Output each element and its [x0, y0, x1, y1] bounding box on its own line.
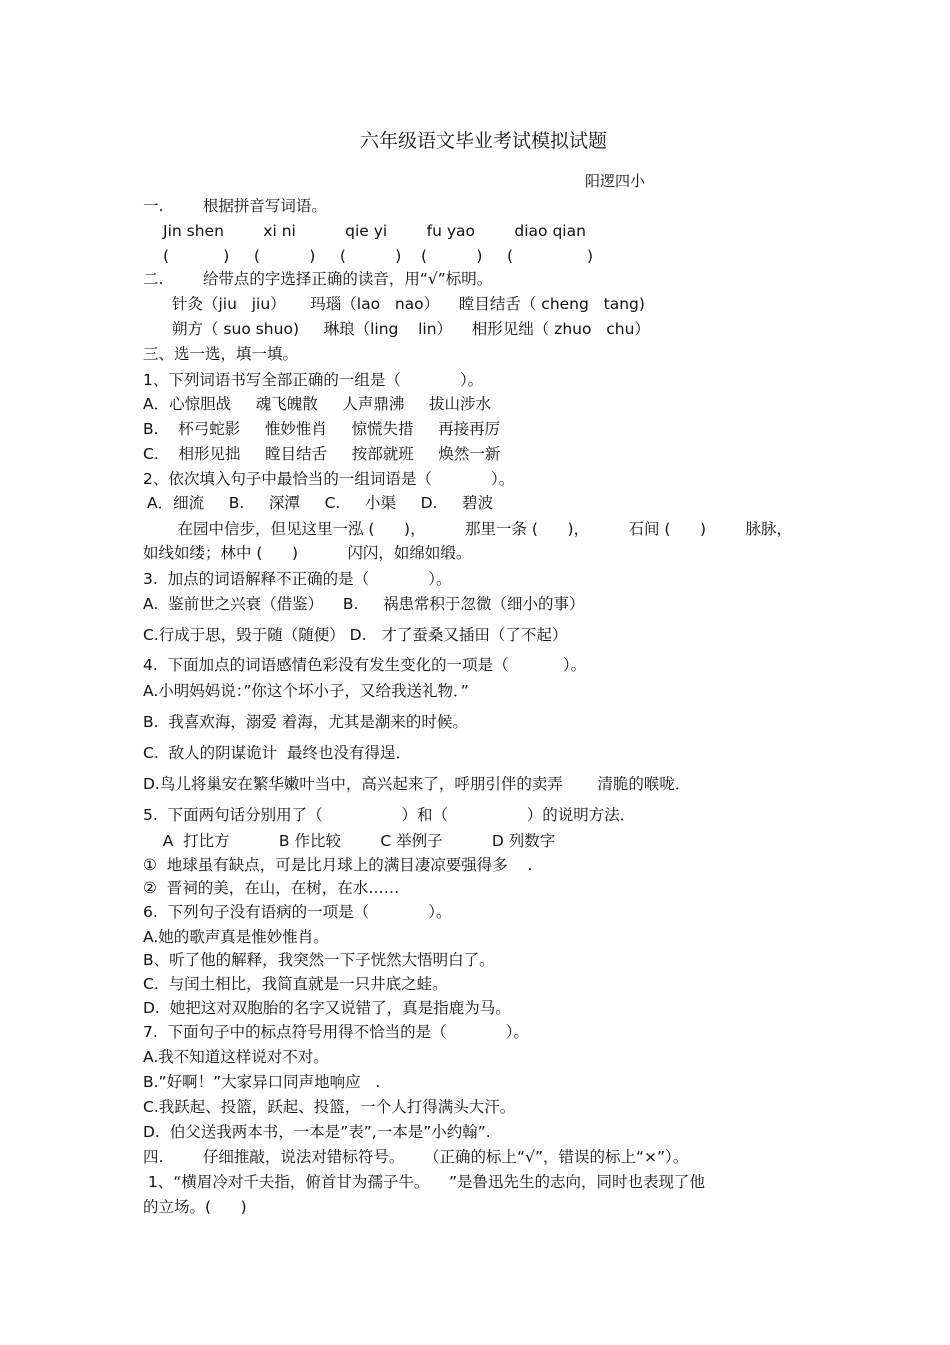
question-6: 6. 下列句子没有语病的一项是（ ）。 — [143, 903, 452, 921]
question-5: 5. 下面两句话分别用了（ ）和（ ）的说明方法． — [143, 806, 636, 824]
section-4-question-1-continued: 的立场。( ) — [143, 1198, 247, 1216]
pinyin-row: Jin shen xi ni qie yi fu yao diao qian — [163, 222, 586, 240]
question-1-option-b: B. 杯弓蛇影 惟妙惟肖 惊慌失措 再接再厉 — [143, 420, 501, 438]
question-3-options-ab: A. 鉴前世之兴衰（借鉴） B. 祸患常积于忽微（细小的事） — [143, 595, 585, 613]
section-3-heading: 三、选一选，填一填。 — [143, 345, 299, 363]
question-5-sentence-1: ① 地球虽有缺点，可是比月球上的满目凄凉要强得多 . — [143, 856, 533, 874]
question-4: 4. 下面加点的词语感情色彩没有发生变化的一项是（ ）。 — [143, 656, 587, 674]
question-4-option-a: A.小明妈妈说：”你这个坏小子，又给我送礼物．” — [143, 682, 469, 700]
section-4-question-1: 1、“横眉冷对千夫指，俯首甘为孺子牛。 ”是鲁迅先生的志向，同时也表现了他 — [143, 1173, 706, 1191]
question-4-option-b: B. 我喜欢海，溺爱 着海，尤其是潮来的时候。 — [143, 713, 468, 731]
question-1-option-a: A．心惊胆战 魂飞魄散 人声鼎沸 拔山涉水 — [143, 395, 492, 413]
question-7-option-a: A.我不知道这样说对不对。 — [143, 1048, 329, 1066]
question-2-passage-2: 如线如缕；林中 ( ) 闪闪，如绵如缎。 — [143, 544, 472, 562]
page-title: 六年级语文毕业考试模拟试题 — [360, 130, 608, 152]
question-7-option-c: C.我跃起、投篮，跃起、投篮，一个人打得满头大汗。 — [143, 1098, 516, 1116]
question-4-option-d: D.鸟儿将巢安在繁华嫩叶当中，高兴起来了，呼朋引伴的卖弄 清脆的喉咙． — [143, 775, 691, 793]
pronunciation-row-1: 针灸（jiu jiu） 玛瑙（lao nao） 瞠目结舌（ cheng tang) — [172, 295, 645, 313]
pronunciation-row-2: 朔方（ suo shuo) 琳琅（ling lin） 相形见绌（ zhuo chu） — [172, 320, 650, 338]
question-6-option-d: D. 她把这对双胞胎的名字又说错了，真是指鹿为马。 — [143, 999, 511, 1017]
question-6-option-b: B、听了他的解释，我突然一下子恍然大悟明白了。 — [143, 951, 495, 969]
answer-blanks-row: ( ) ( ) ( ) ( ) ( ) — [163, 247, 593, 265]
question-6-option-a: A.她的歌声真是惟妙惟肖。 — [143, 928, 329, 946]
question-5-sentence-2: ② 晋祠的美，在山，在树，在水…… — [143, 879, 400, 897]
question-2: 2、依次填入句子中最恰当的一组词语是（ ）。 — [143, 470, 515, 488]
question-6-option-c: C. 与闰土相比，我简直就是一只井底之蛙。 — [143, 975, 448, 993]
question-7: 7. 下面句子中的标点符号用得不恰当的是（ ）。 — [143, 1023, 530, 1041]
question-1: 1、下列词语书写全部正确的一组是（ ）。 — [143, 371, 484, 389]
section-2-heading: 二. 给带点的字选择正确的读音，用“√”标明。 — [143, 270, 493, 288]
section-1-heading: 一. 根据拼音写词语。 — [143, 197, 327, 215]
question-5-options: A 打比方 B 作比较 C 举例子 D 列数字 — [143, 832, 556, 850]
question-7-option-b: B.”好啊！”大家异口同声地响应 . — [143, 1073, 381, 1091]
question-4-option-c: C. 敌人的阴谋诡计 最终也没有得逞． — [143, 744, 411, 762]
question-2-options: A．细流 B. 深潭 C. 小渠 D. 碧波 — [147, 494, 494, 512]
question-3-options-cd: C.行成于思，毁于随（随便） D. 才了蚕桑又插田（了不起） — [143, 626, 568, 644]
question-7-option-d: D. 伯父送我两本书，一本是”表”,一本是”小约翰”. — [143, 1123, 491, 1141]
question-1-option-c: C. 相形见拙 瞠目结舌 按部就班 焕然一新 — [143, 445, 501, 463]
section-4-heading: 四. 仔细推敲，说法对错标符号。 （正确的标上“√”，错误的标上“×”）。 — [143, 1148, 689, 1166]
question-2-passage-1: 在园中信步，但见这里一泓 ( )， 那里一条 ( )， 石间 ( ) 脉脉， — [143, 520, 792, 538]
school-name: 阳逻四小 — [585, 172, 646, 190]
question-3: 3. 加点的词语解释不正确的是（ ）。 — [143, 570, 452, 588]
